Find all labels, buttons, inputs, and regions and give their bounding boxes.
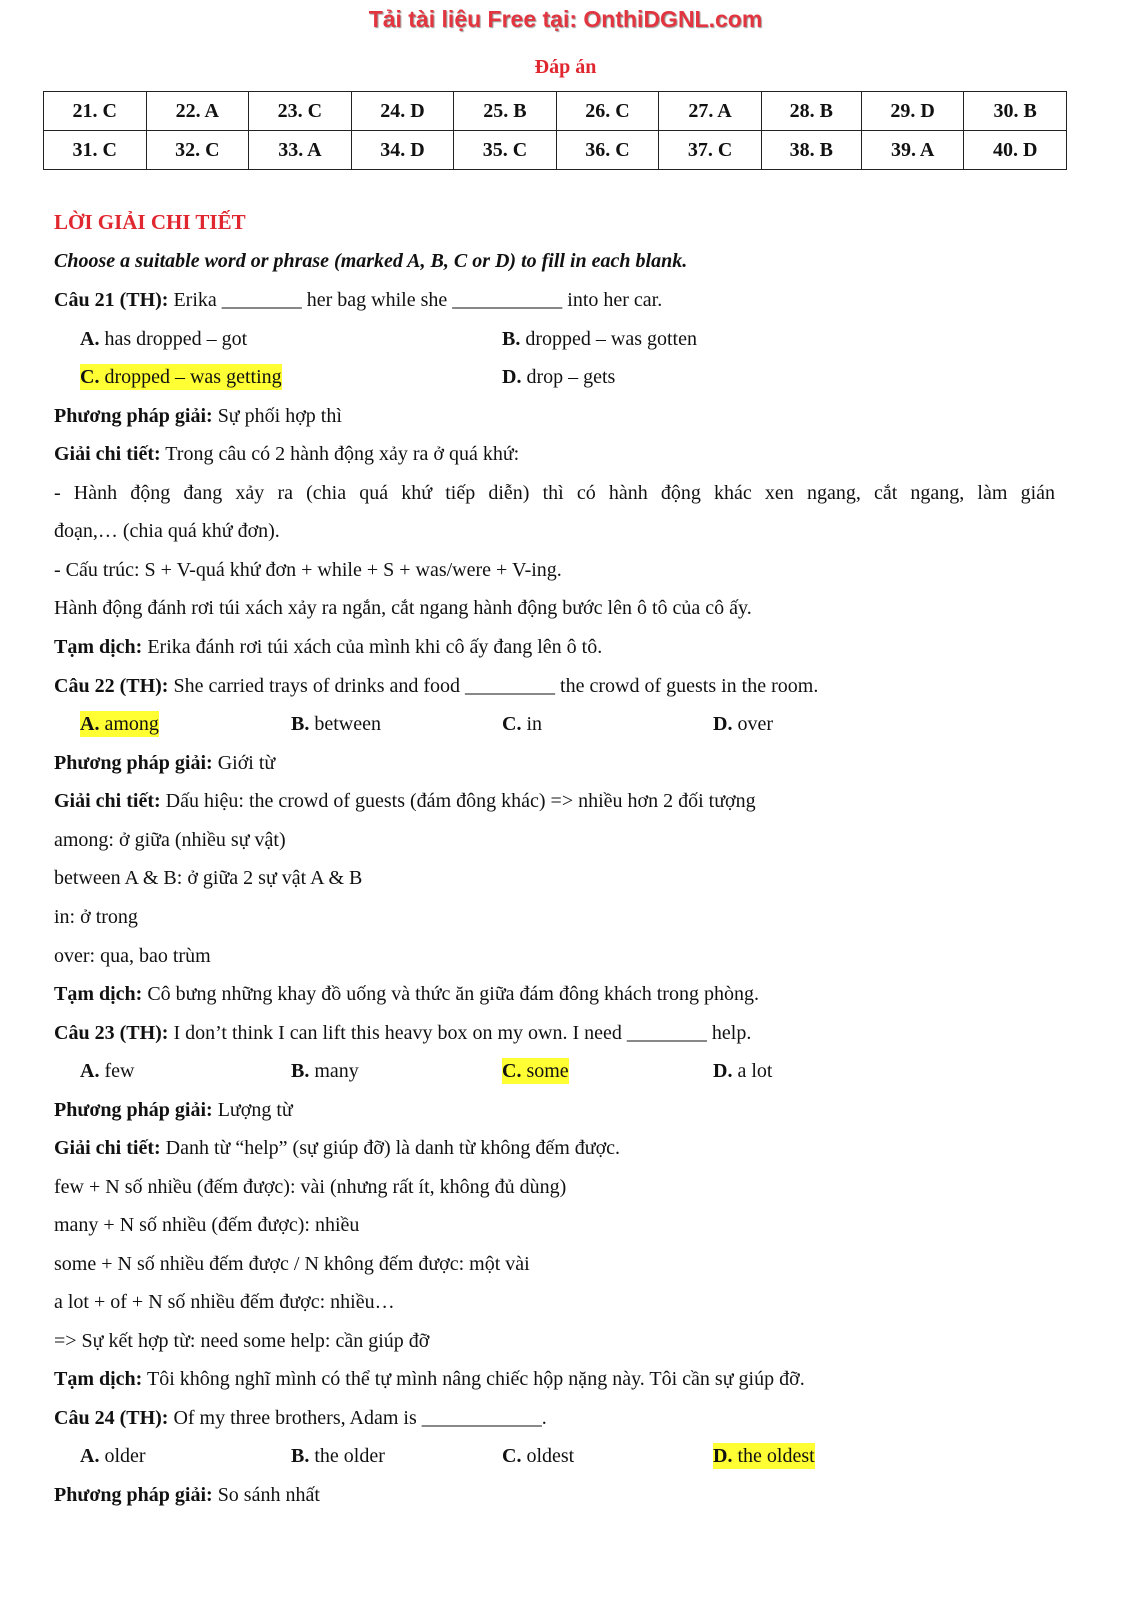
detail-line: few + N số nhiều (đếm được): vài (nhưng rất ít, không đủ dùng): [54, 1176, 567, 1198]
question-label: Câu 24 (TH):: [54, 1407, 169, 1429]
answer-cell: 34. D: [351, 131, 454, 170]
answer-cell: 33. A: [249, 131, 352, 170]
answer-cell: 31. C: [44, 131, 147, 170]
answer-cell: 28. B: [761, 92, 861, 131]
answer-cell: 35. C: [454, 131, 557, 170]
option-d: D. over: [713, 713, 773, 735]
option-d: D. drop – gets: [502, 366, 616, 388]
option-c-correct: C. dropped – was getting: [80, 366, 282, 388]
detail-line: - Cấu trúc: S + V-quá khứ đơn + while + S + was/were + V-ing.: [54, 559, 562, 581]
table-row: [44, 92, 1067, 131]
answer-cell: 39. A: [861, 131, 964, 170]
detail-line: a lot + of + N số nhiều đếm được: nhiều…: [54, 1291, 395, 1313]
translation: Tạm dịch: Erika đánh rơi túi xách của mình khi cô ấy đang lên ô tô.: [54, 636, 603, 658]
option-c-correct: C. some: [502, 1060, 569, 1082]
answer-cell: 30. B: [964, 92, 1067, 131]
option-b: B. many: [291, 1060, 359, 1082]
method: Phương pháp giải: Giới từ: [54, 752, 276, 774]
answer-cell: 21. C: [44, 92, 147, 131]
detail-line: in: ở trong: [54, 906, 138, 928]
detail-line: between A & B: ở giữa 2 sự vật A & B: [54, 867, 363, 889]
answer-cell: 23. C: [249, 92, 352, 131]
detail-line: some + N số nhiều đếm được / N không đếm được: một vài: [54, 1253, 530, 1275]
instruction: Choose a suitable word or phrase (marked A, B, C or D) to fill in each blank.: [54, 250, 688, 272]
answer-cell: 38. B: [761, 131, 861, 170]
option-a-correct: A. among: [80, 713, 159, 735]
question-text: I don’t think I can lift this heavy box on my own. I need ________ help.: [168, 1022, 752, 1044]
question-text: She carried trays of drinks and food _________ the crowd of guests in the room.: [168, 675, 819, 697]
answer-cell: 26. C: [556, 92, 659, 131]
detail-line: among: ở giữa (nhiều sự vật): [54, 829, 286, 851]
answer-cell: 36. C: [556, 131, 659, 170]
site-banner: Tải tài liệu Free tại: OnthiDGNL.com: [368, 6, 763, 32]
option-a: A. has dropped – got: [80, 328, 248, 350]
question-22: [54, 673, 1055, 699]
option-b: B. between: [291, 713, 381, 735]
section-title: LỜI GIẢI CHI TIẾT: [54, 210, 246, 234]
option-c: C. in: [502, 713, 543, 735]
question-24: [54, 1405, 1055, 1431]
question-23: [54, 1020, 1055, 1046]
answer-cell: 25. B: [454, 92, 557, 131]
option-d: D. a lot: [713, 1060, 773, 1082]
detail-line: đoạn,… (chia quá khứ đơn).: [54, 520, 280, 542]
detail: Giải chi tiết: Dấu hiệu: the crowd of guests (đám đông khác) => nhiều hơn 2 đối tượng: [54, 790, 756, 812]
detail-line: many + N số nhiều (đếm được): nhiều: [54, 1214, 360, 1236]
answer-cell: 37. C: [659, 131, 762, 170]
option-b: B. the older: [291, 1445, 385, 1467]
table-row: [44, 131, 1067, 170]
answer-key-title: Đáp án: [534, 56, 597, 78]
method: Phương pháp giải: Sự phối hợp thì: [54, 405, 342, 427]
option-b: B. dropped – was gotten: [502, 328, 697, 350]
question-label: Câu 23 (TH):: [54, 1022, 169, 1044]
answer-cell: 40. D: [964, 131, 1067, 170]
method: Phương pháp giải: So sánh nhất: [54, 1484, 320, 1506]
answer-cell: 24. D: [351, 92, 454, 131]
detail-line: over: qua, bao trùm: [54, 945, 211, 967]
answer-cell: 22. A: [146, 92, 249, 131]
answer-cell: 29. D: [861, 92, 964, 131]
answer-cell: 27. A: [659, 92, 762, 131]
option-c: C. oldest: [502, 1445, 575, 1467]
question-text: Of my three brothers, Adam is ____________.: [168, 1407, 547, 1429]
detail: Giải chi tiết: Trong câu có 2 hành động xảy ra ở quá khứ:: [54, 443, 520, 465]
question-text: Erika ________ her bag while she ___________ into her car.: [168, 289, 663, 311]
detail-line: => Sự kết hợp từ: need some help: cần giúp đỡ: [54, 1330, 430, 1352]
answer-key-table: [43, 91, 1067, 170]
option-a: A. few: [80, 1060, 135, 1082]
option-d-correct: D. the oldest: [713, 1445, 815, 1467]
translation: Tạm dịch: Cô bưng những khay đồ uống và thức ăn giữa đám đông khách trong phòng.: [54, 983, 759, 1005]
detail: Giải chi tiết: Danh từ “help” (sự giúp đỡ) là danh từ không đếm được.: [54, 1137, 621, 1159]
detail-line: - Hành động đang xảy ra (chia quá khứ tiếp diễn) thì có hành động khác xen ngang, cắt ngang, làm gián: [54, 482, 1055, 504]
option-a: A. older: [80, 1445, 146, 1467]
detail-line: Hành động đánh rơi túi xách xảy ra ngắn, cắt ngang hành động bước lên ô tô của cô ấy.: [54, 597, 752, 619]
answer-cell: 32. C: [146, 131, 249, 170]
method: Phương pháp giải: Lượng từ: [54, 1099, 293, 1121]
question-21: [54, 287, 1055, 313]
translation: Tạm dịch: Tôi không nghĩ mình có thể tự mình nâng chiếc hộp nặng này. Tôi cần sự giúp đỡ.: [54, 1368, 805, 1390]
question-label: Câu 22 (TH):: [54, 675, 169, 697]
question-label: Câu 21 (TH):: [54, 289, 169, 311]
